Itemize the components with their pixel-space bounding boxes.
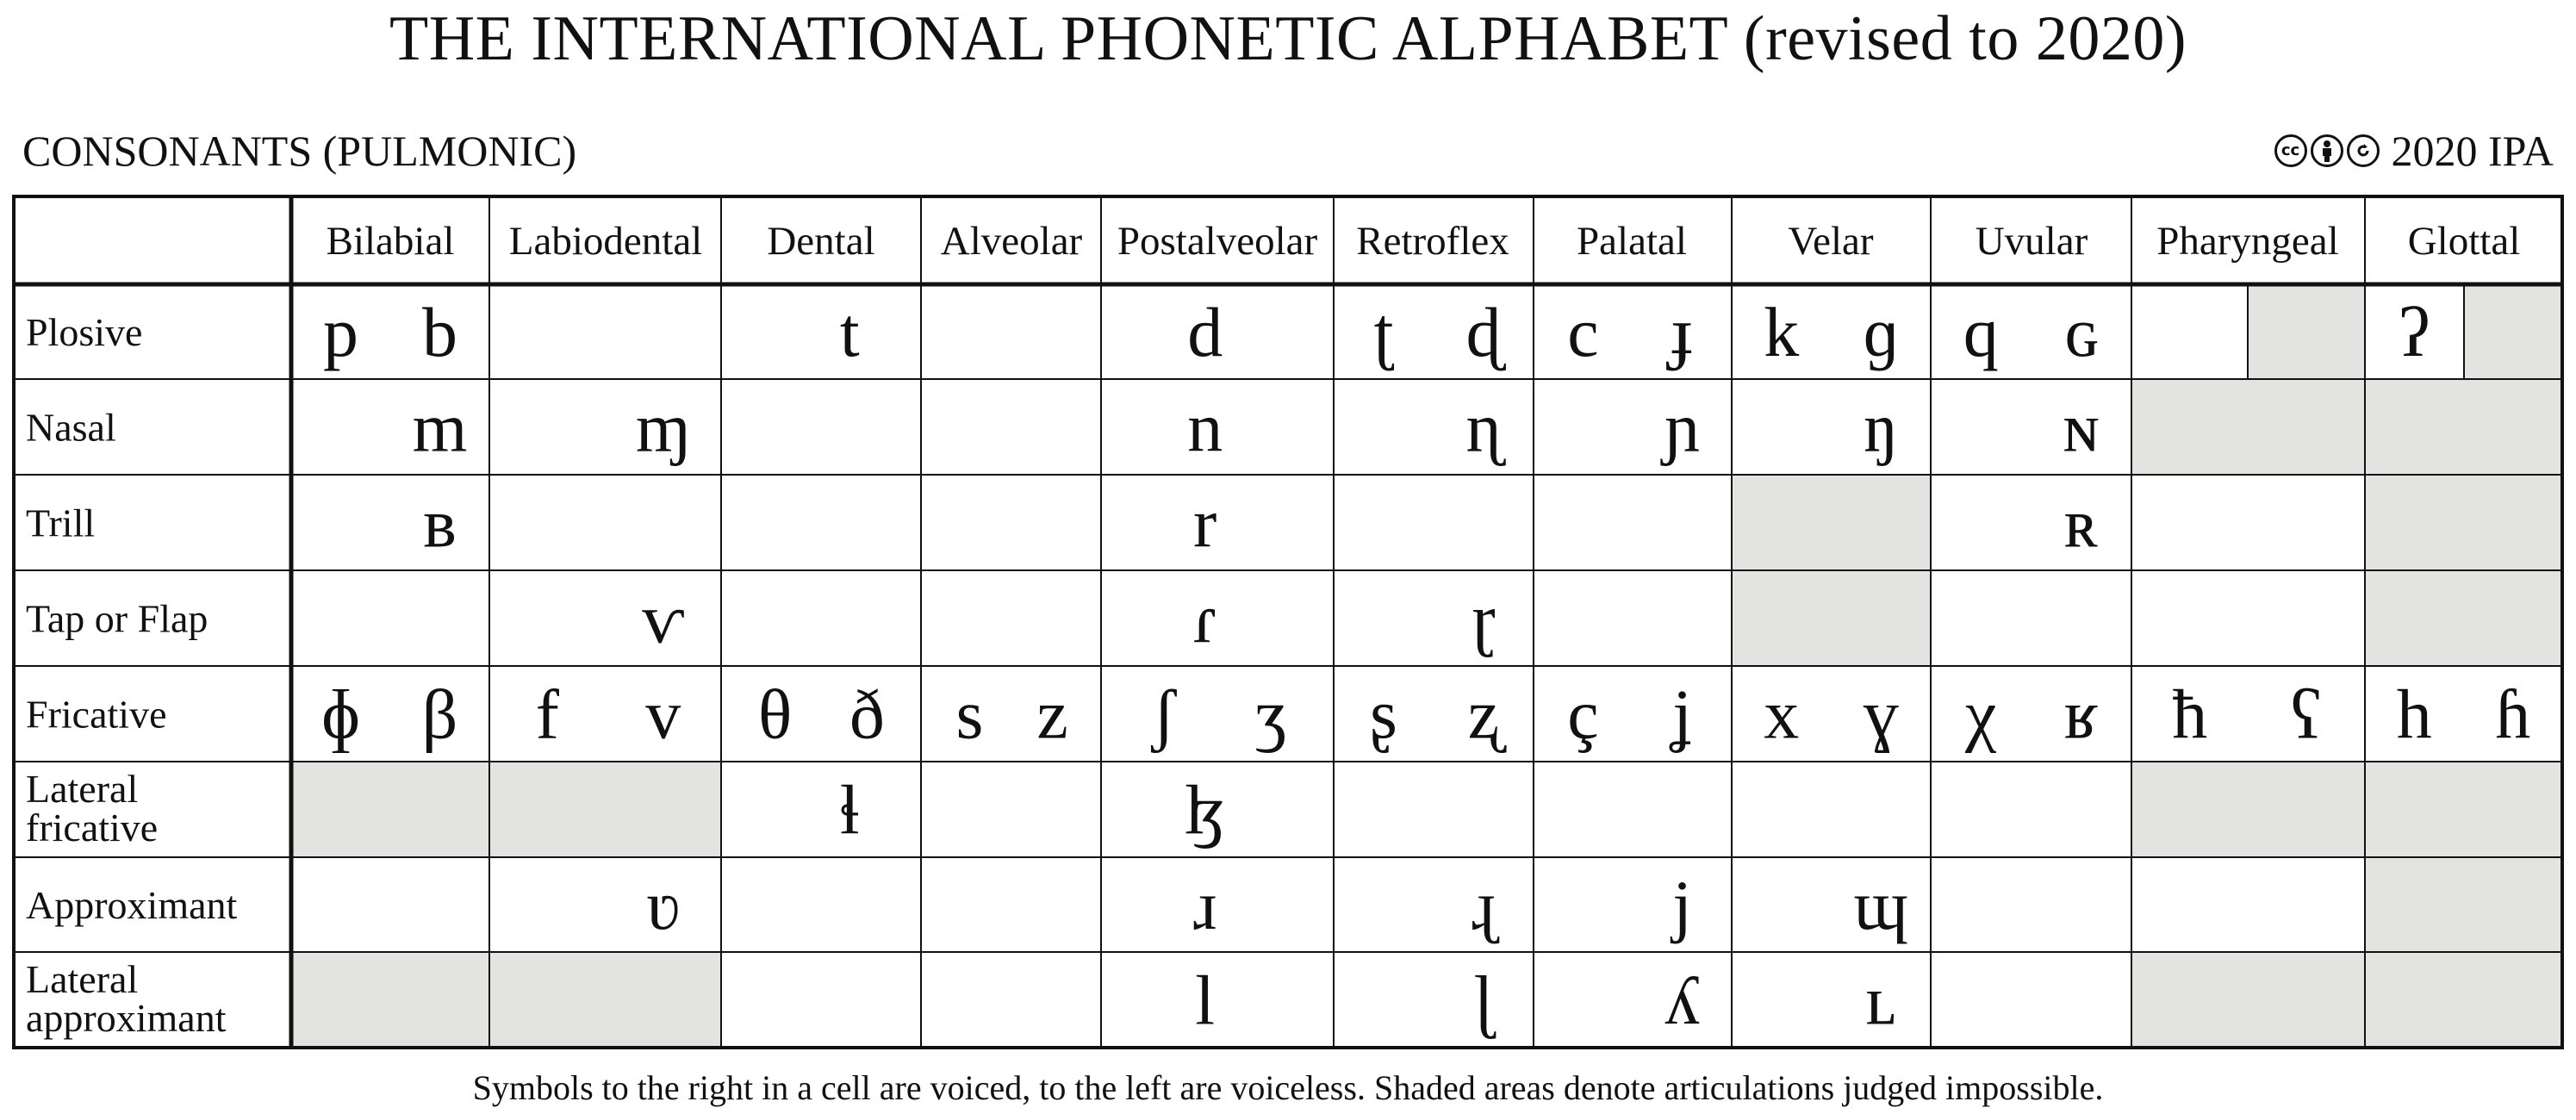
- ipa-symbol: r: [1193, 483, 1217, 563]
- ipa-symbol: p: [323, 293, 358, 371]
- row-label: Lateral: [26, 957, 139, 1001]
- shaded-impossible-cell: [1732, 475, 1931, 570]
- shaded-impossible-cell: [2365, 475, 2562, 570]
- ipa-symbol: t: [839, 293, 860, 371]
- ipa-symbol: ɟ: [1670, 293, 1695, 371]
- ipa-symbol: ʟ: [1865, 961, 1896, 1040]
- ipa-symbol: ʔ: [2399, 293, 2430, 371]
- ipa-symbol: ð: [849, 675, 885, 754]
- ipa-symbol: v: [645, 675, 681, 754]
- row-label: Tap or Flap: [26, 596, 208, 641]
- shaded-impossible-cell: [291, 762, 489, 857]
- license-year: 2020 IPA: [2391, 127, 2554, 175]
- column-header: Palatal: [1577, 219, 1687, 264]
- ipa-symbol: χ: [1965, 675, 1997, 754]
- shaded-impossible-cell: [1732, 570, 1931, 666]
- shaded-impossible-cell: [2365, 762, 2562, 857]
- ipa-symbol: f: [535, 675, 559, 754]
- shaded-impossible-cell: [2365, 952, 2562, 1048]
- ipa-symbol: q: [1963, 293, 1999, 371]
- ipa-symbol: ɣ: [1863, 675, 1899, 754]
- ipa-symbol: ç: [1567, 675, 1599, 754]
- ipa-symbol: ɹ: [1193, 866, 1217, 944]
- ipa-symbol: ʐ: [1467, 675, 1500, 754]
- ipa-symbol: ʕ: [2291, 675, 2323, 754]
- ipa-symbol: ʁ: [2063, 675, 2099, 754]
- shaded-impossible-cell: [2365, 857, 2562, 952]
- row-label: Nasal: [26, 405, 116, 450]
- ipa-symbol: ɻ: [1472, 866, 1496, 944]
- ipa-symbol: ʃ: [1152, 675, 1176, 754]
- footnote: Symbols to the right in a cell are voiced, to the left are voiceless. Shaded areas denote articulations judged impossible.: [472, 1068, 2104, 1107]
- ipa-symbol: d: [1187, 293, 1223, 371]
- ipa-symbol: ɸ: [320, 675, 361, 754]
- ipa-symbol: n: [1187, 388, 1223, 467]
- shaded-impossible-cell: [2131, 762, 2365, 857]
- ipa-symbol: ɱ: [635, 388, 691, 467]
- shaded-impossible-cell: [2464, 284, 2563, 379]
- column-header: Glottal: [2407, 219, 2521, 264]
- ipa-symbol: ŋ: [1863, 388, 1899, 467]
- ipa-symbol: s: [955, 675, 984, 754]
- ipa-symbol: ʝ: [1672, 675, 1692, 754]
- shaded-impossible-cell: [489, 952, 721, 1048]
- sa-icon: [2347, 134, 2380, 167]
- ipa-symbol: ɭ: [1473, 961, 1494, 1040]
- ipa-symbol: b: [422, 293, 457, 371]
- ipa-symbol: ɽ: [1472, 579, 1496, 658]
- ipa-symbol: ɰ: [1853, 866, 1909, 944]
- ipa-symbol: ʒ: [1254, 675, 1287, 754]
- shaded-impossible-cell: [2249, 284, 2366, 379]
- shaded-impossible-cell: [291, 952, 489, 1048]
- by-icon: [2311, 134, 2343, 167]
- ipa-symbol: ʎ: [1664, 961, 1700, 1040]
- column-header: Uvular: [1975, 219, 2088, 264]
- ipa-symbol: ʈ: [1373, 293, 1394, 371]
- ipa-symbol: θ: [757, 675, 793, 754]
- table-frame: [14, 196, 2562, 1048]
- shaded-impossible-cell: [2365, 570, 2562, 666]
- column-header: Dental: [767, 219, 875, 264]
- column-header: Bilabial: [326, 219, 455, 264]
- shaded-impossible-cell: [2365, 379, 2562, 475]
- ipa-symbol: ɬ: [839, 770, 860, 849]
- ipa-symbol: ʀ: [2063, 483, 2099, 563]
- ipa-symbol: ʋ: [646, 866, 681, 944]
- ipa-symbol: z: [1036, 675, 1068, 754]
- page-title: THE INTERNATIONAL PHONETIC ALPHABET (revised to 2020): [389, 3, 2187, 74]
- ipa-symbol: k: [1764, 293, 1800, 371]
- shaded-impossible-cell: [489, 762, 721, 857]
- row-label: Fricative: [26, 692, 167, 737]
- license: [2274, 127, 2554, 175]
- shaded-impossible-cell: [2131, 379, 2365, 475]
- ipa-symbol: ɦ: [2495, 675, 2531, 754]
- ipa-symbol: ɲ: [1664, 388, 1700, 467]
- section-title: CONSONANTS (PULMONIC): [22, 127, 577, 175]
- row-label: Approximant: [26, 883, 238, 927]
- row-label: Lateral: [26, 767, 139, 811]
- ipa-symbol: l: [1195, 961, 1216, 1040]
- ipa-symbol: j: [1672, 866, 1692, 944]
- row-label: fricative: [26, 806, 159, 849]
- ipa-symbol: x: [1764, 675, 1800, 754]
- column-header: Alveolar: [940, 219, 1083, 264]
- column-header: Retroflex: [1356, 219, 1509, 264]
- column-header: Pharyngeal: [2156, 219, 2339, 264]
- ipa-symbol: ɡ: [1863, 293, 1899, 371]
- ipa-symbol: ɾ: [1193, 579, 1217, 658]
- ipa-symbol: ħ: [2172, 675, 2208, 754]
- ipa-symbol: ʂ: [1370, 675, 1397, 754]
- ipa-symbol: β: [421, 675, 458, 754]
- ipa-symbol: ɴ: [2063, 388, 2100, 467]
- ipa-symbol: ɢ: [2065, 293, 2098, 371]
- column-header: Labiodental: [508, 219, 703, 264]
- ipa-symbol: ɖ: [1465, 293, 1502, 371]
- ipa-symbol: h: [2396, 675, 2432, 754]
- cc-icon: cc: [2274, 134, 2307, 167]
- shaded-impossible-cell: [2131, 952, 2365, 1048]
- ipa-symbol: ɳ: [1465, 388, 1502, 467]
- ipa-symbol: ⱱ: [642, 579, 685, 658]
- row-label: Plosive: [26, 310, 143, 354]
- column-header: Postalveolar: [1117, 219, 1318, 264]
- ipa-symbol: c: [1567, 293, 1599, 371]
- ipa-symbol: m: [412, 388, 468, 467]
- row-label: approximant: [26, 996, 227, 1040]
- row-label: Trill: [26, 501, 96, 545]
- ipa-symbol: ʙ: [423, 483, 457, 563]
- ipa-symbol: ɮ: [1185, 770, 1226, 849]
- column-header: Velar: [1788, 219, 1874, 264]
